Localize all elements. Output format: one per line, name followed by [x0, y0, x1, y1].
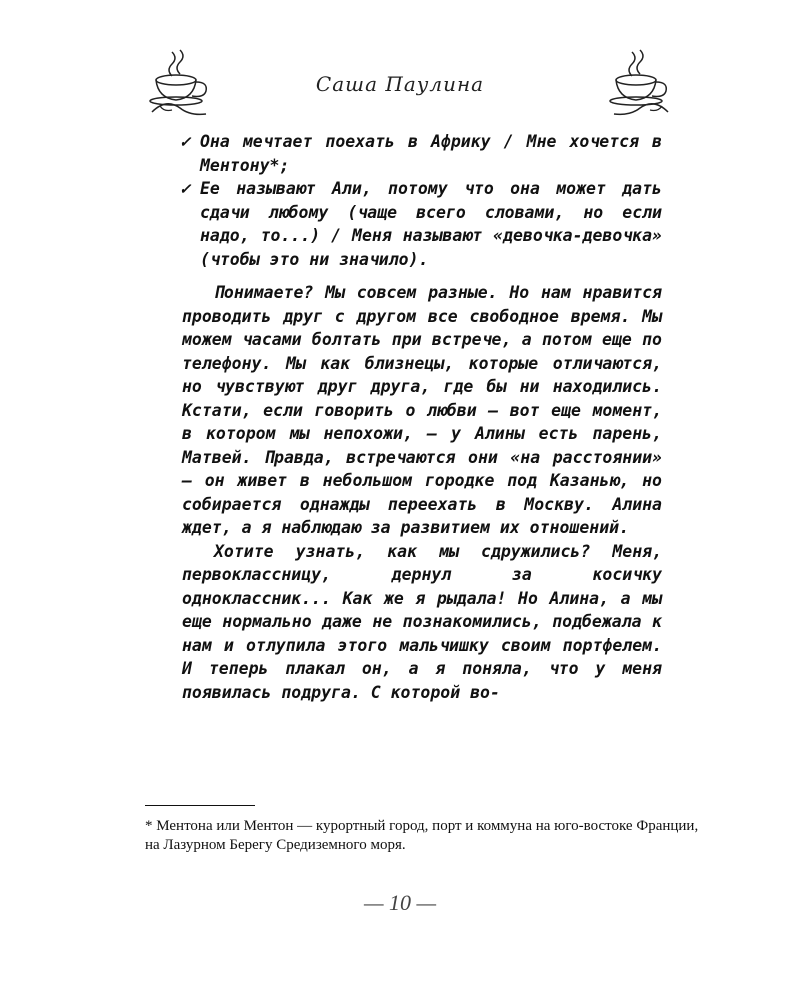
list-item-text: Ее называют Али, потому что она может дать сдачи любому (чаще всего словами, но если надо, то...) / Меня называют «девочка-девочка» (чтобы это ни значило).	[200, 179, 662, 269]
checkmark-icon: ✓	[180, 132, 190, 151]
paragraph: Понимаете? Мы совсем разные. Но нам нравится проводить друг с другом все свободное время. Мы можем часами болтать при встрече, а потом еще по телефону. Мы как близнецы, которые отличаются, но чувствуют друг друга, где бы ни находились. Кстати, если говорить о любви — вот еще момент, в котором мы непохожи, — у Алины есть парень, Матвей. Правда, встречаются они «на расстоянии» — он живет в небольшом городке под Казанью, но собирается однажды переехать в Москву. Алина ждет, а я наблюдаю за развитием их отношений.	[182, 283, 662, 537]
croissant-flourish-icon	[150, 92, 210, 122]
author-name: Саша Паулина	[315, 72, 485, 96]
list-item	[182, 177, 662, 271]
footnote: * Ментона или Ментон — курортный город, порт и коммуна на юго-востоке Франции, на Лазурном Берегу Средиземного моря.	[145, 818, 699, 853]
footnote-divider	[145, 805, 255, 806]
page-header	[0, 0, 800, 120]
body-text	[182, 130, 662, 704]
list-item-text: Она мечтает поехать в Африку / Мне хочется в Ментону*;	[200, 132, 662, 175]
checkmark-icon: ✓	[180, 179, 190, 198]
page-number: — 10 —	[363, 890, 437, 915]
list-item	[182, 130, 662, 177]
paragraph: Хотите узнать, как мы сдружились? Меня, первоклассницу, дернул за косичку одноклассник... Как же я рыдала! Но Алина, а мы еще нормально даже не познакомились, подбежала к нам и отлупила этого мальчишку своим портфелем. И теперь плакал он, а я поняла, что у меня появилась подруга. С которой во-	[182, 541, 662, 702]
croissant-flourish-icon	[612, 92, 672, 122]
